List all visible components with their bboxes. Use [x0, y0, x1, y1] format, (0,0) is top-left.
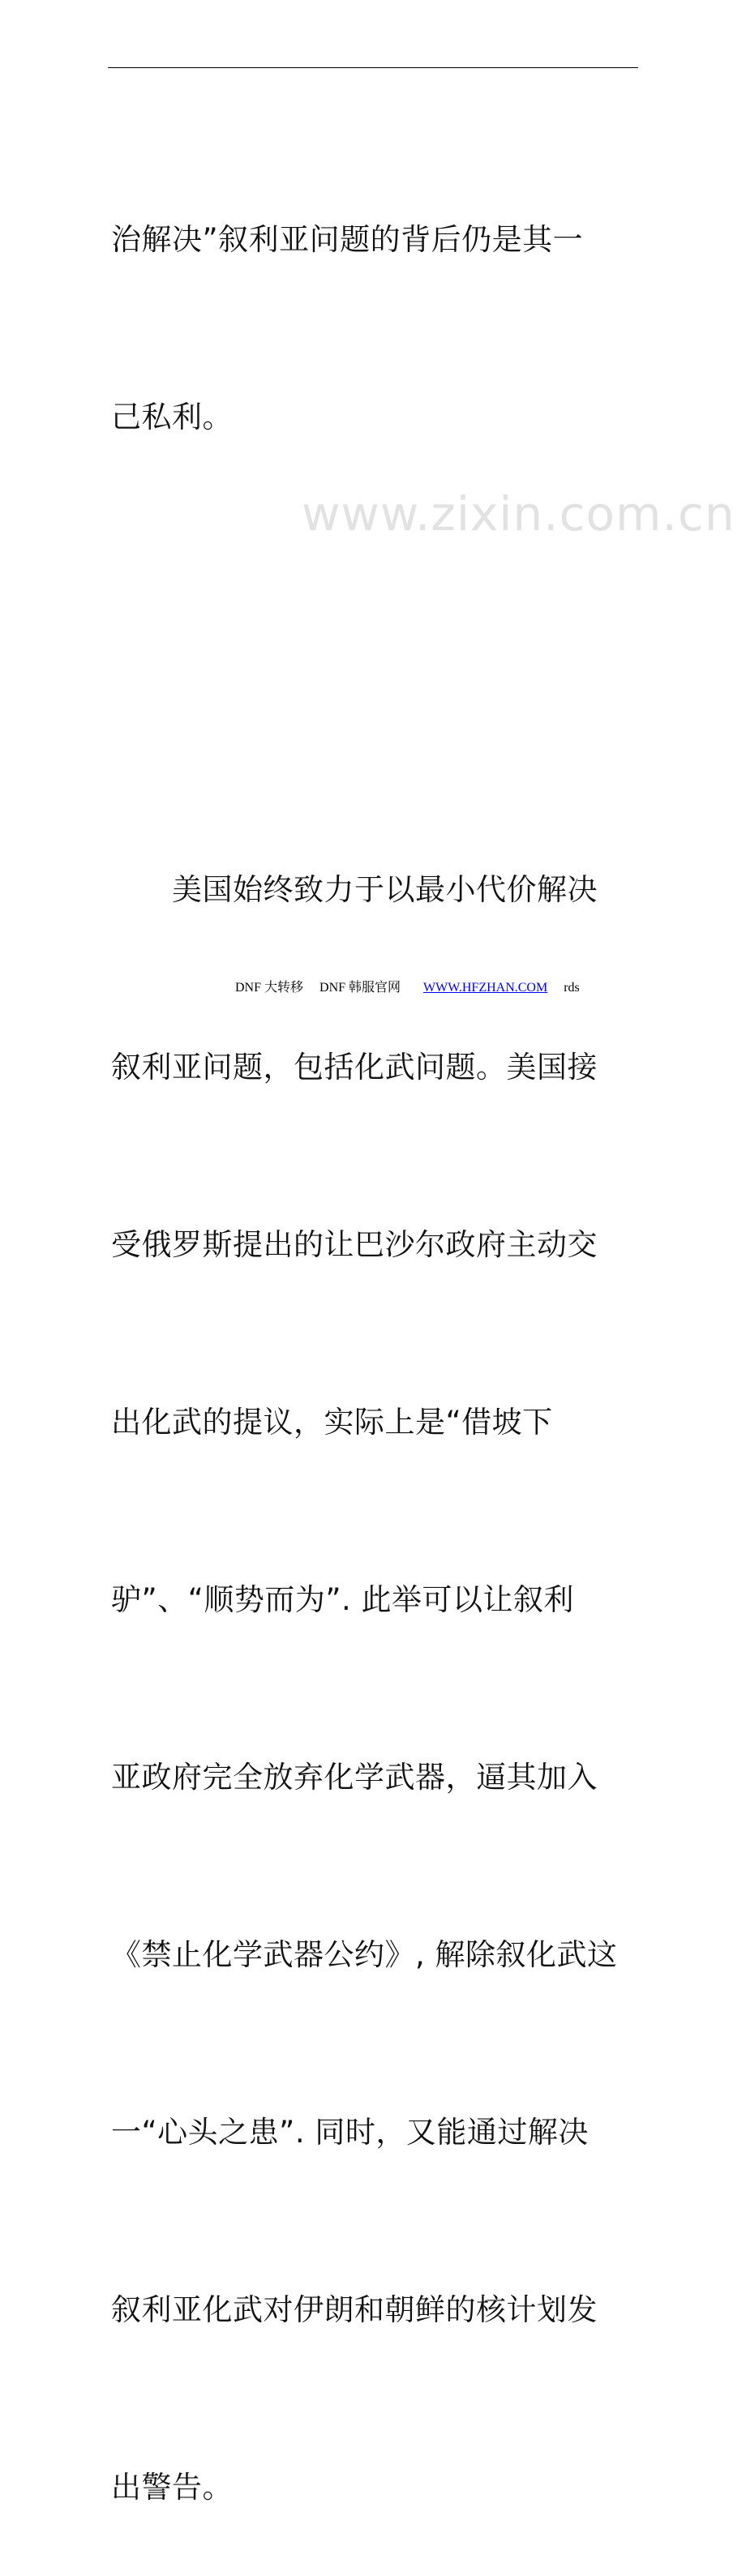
paragraph-line: 叙利亚化武对伊朗和朝鲜的核计划发: [111, 2292, 598, 2327]
paragraph-line: 受俄罗斯提出的让巴沙尔政府主动交: [111, 1227, 598, 1262]
footer-text-rds: rds: [564, 981, 580, 995]
paragraph-line: 《禁止化学武器公约》, 解除叙化武这: [111, 1937, 618, 1972]
paragraph-line: 出警告。: [111, 2470, 233, 2505]
header-rule: [108, 67, 638, 68]
paragraph-1: [111, 92, 646, 506]
watermark: www.zixin.com.cn: [302, 486, 735, 541]
paragraph-line: 驴”、“顺势而为”. 此举可以让叙利: [111, 1582, 575, 1617]
paragraph-line: 出化武的提议，实际上是“借坡下: [111, 1405, 553, 1440]
paragraph-line: 治解决”叙利亚问题的背后仍是其一: [111, 222, 584, 257]
paragraph-2: [111, 742, 646, 2576]
paragraph-line: 叙利亚问题，包括化武问题。美国接: [111, 1050, 598, 1085]
footer-text-dnf-transfer: DNF 大转移: [235, 981, 304, 995]
footer-link[interactable]: WWW.HFZHAN.COM: [423, 981, 548, 995]
paragraph-line: 亚政府完全放弃化学武器，逼其加入: [111, 1760, 598, 1795]
paragraph-line: 美国始终致力于以最小代价解决: [111, 872, 598, 907]
paragraph-line: 一“心头之患”. 同时，又能通过解决: [111, 2115, 589, 2150]
paragraph-line: 己私利。: [111, 400, 233, 434]
footer-text-dnf-korea: DNF 韩服官网: [319, 981, 401, 995]
